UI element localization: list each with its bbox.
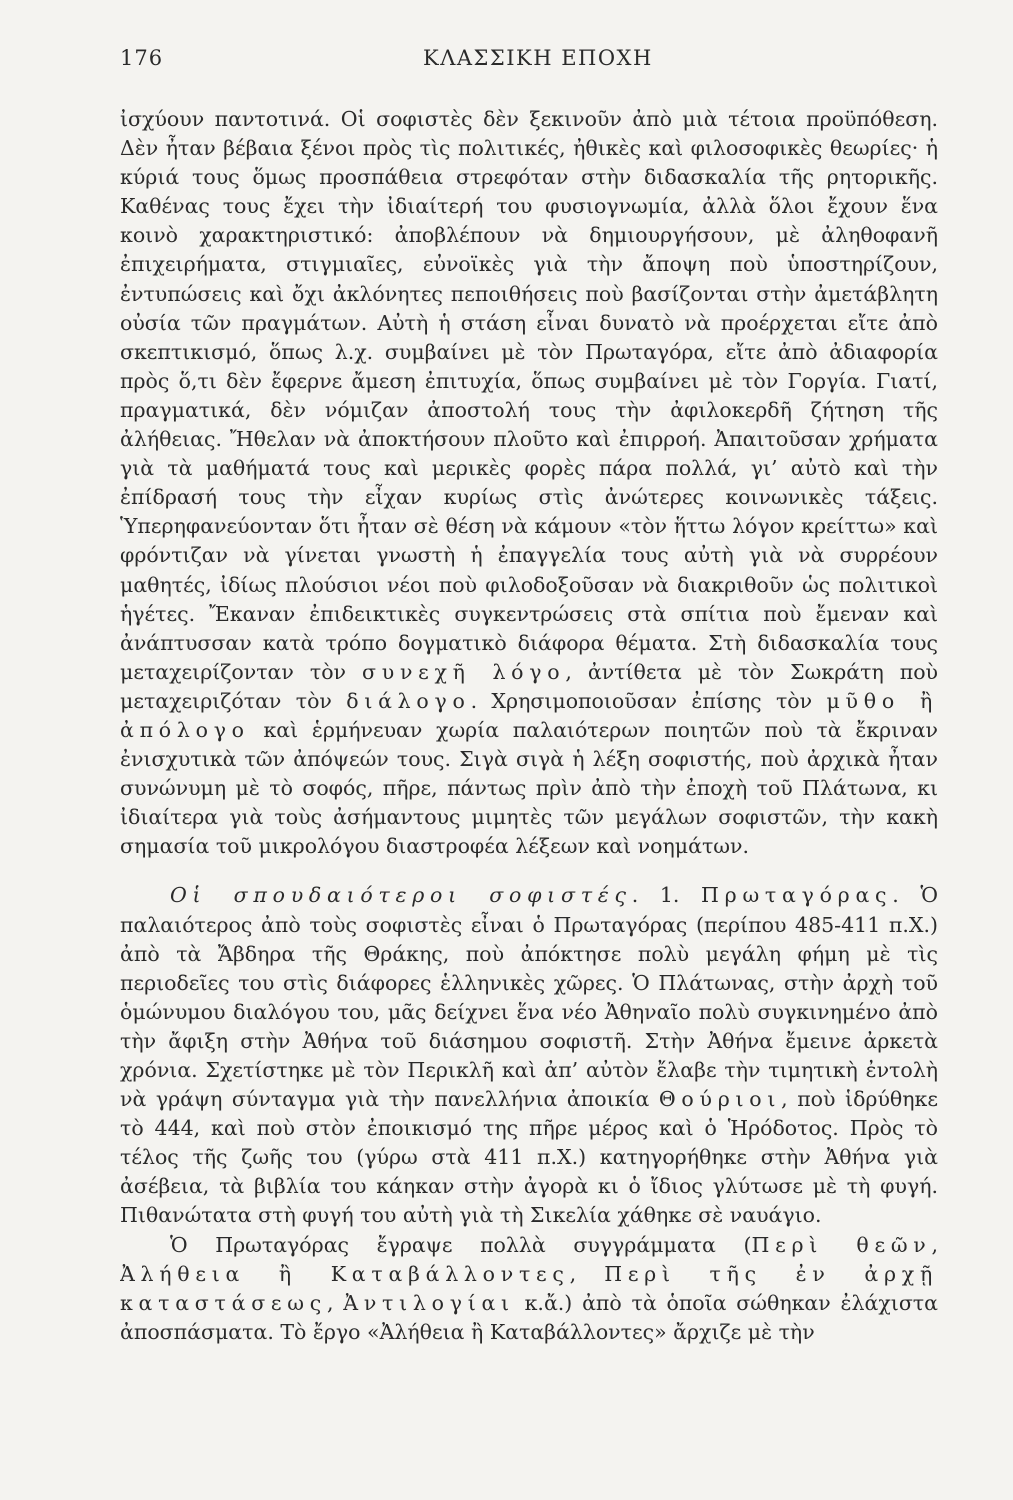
work-title: Περὶ τῆς ἐν ἀρχῇ καταστάσεως <box>120 1261 938 1315</box>
page-header <box>120 46 940 76</box>
paragraph-text: , ἀντίθετα μὲ τὸν Σωκράτη ποὺ μεταχειριζόταν τὸν <box>120 659 938 713</box>
paragraph-protagoras <box>120 881 938 1230</box>
paragraph-text: καὶ ἑρμήνευαν χωρία παλαιότερων ποιητῶν ποὺ τὰ ἔκριναν ἐνισχυτικὰ τῶν ἀπόψεών τους. Σιγὰ σιγὰ ἡ λέξη σοφιστής, ποὺ ἀρχικὰ ἦταν συνώνυμη μὲ τὸ σοφός, πῆρε, πάντως πρὶν ἀπὸ τὴν ἐποχὴ τοῦ Πλάτωνα, κι ἰδιαίτερα γιὰ τοὺς ἀσήμαντους μιμητὲς τῶν μεγάλων σοφιστῶν, τὴν κακὴ σημασία τοῦ μικρολόγου διαστροφέα λέξεων καὶ νοημάτων. <box>120 717 938 859</box>
page-number: 176 <box>120 46 164 70</box>
paragraph-protagoras-works <box>120 1231 938 1347</box>
section-heading: Οἱ σπουδαιότεροι σοφιστές <box>170 883 632 908</box>
paragraph-text: . Ὁ παλαιότερος ἀπὸ τοὺς σοφιστὲς εἶναι ὁ Πρωταγόρας (περίπου 485-411 π.Χ.) ἀπὸ τὰ Ἄβδηρα τῆς Θράκης, ποὺ ἀπόκτησε πολὺ μεγάλη φήμη μὲ τὶς περιοδεῖες του στὶς διάφορες ἑλληνικὲς χῶρες. Ὁ Πλάτωνας, στὴν ἀρχὴ τοῦ ὁμώνυμου διαλόγου του, μᾶς δείχνει ἕνα νέο Ἀθηναῖο πολὺ συγκινημένο ἀπὸ τὴν ἄφιξη στὴν Ἀθήνα τοῦ διάσημου σοφιστῆ. Στὴν Ἀθήνα ἔμεινε ἀρκετὰ χρόνια. Σχετίστηκε μὲ τὸν Περικλῆ καὶ ἀπ’ αὐτὸν ἔλαβε τὴν τιμητικὴ ἐντολὴ νὰ γράψη σύνταγμα γιὰ τὴν πανελλήνια ἀποικία <box>120 883 938 1112</box>
body-text <box>120 105 938 1435</box>
paragraph-text: , ποὺ ἱδρύθηκε τὸ 444, καὶ ποὺ στὸν ἐποικισμό της πῆρε μέρος καὶ ὁ Ἡρόδοτος. Πρὸς τὸ τέλος τῆς ζωῆς του (γύρω στὰ 411 π.Χ.) κατηγορήθηκε στὴν Ἀθήνα γιὰ ἀσέβεια, τὰ βιβλία του κάηκαν στὴν ἀγορὰ κι ὁ ἴδιος γλύτωσε μὲ τὴ φυγή. Πιθανώτατα στὴ φυγή του αὐτὴ γιὰ τὴ Σικελία χάθηκε σὲ ναυάγιο. <box>120 1087 938 1228</box>
spaced-term: συνεχῆ λόγο <box>362 659 566 684</box>
work-title: Ἀντιλογίαι <box>343 1290 515 1315</box>
work-title: Περὶ θεῶν <box>751 1232 932 1257</box>
paragraph-sophists-intro <box>120 105 938 861</box>
spaced-term: μῦθο ἢ ἀπόλογο <box>120 688 938 742</box>
separator: , <box>326 1290 344 1315</box>
section-number: . 1. <box>631 883 702 908</box>
running-title: ΚΛΑΣΣΙΚΗ ΕΠΟΧΗ <box>423 46 653 70</box>
work-title: Ἀλήθεια ἢ Καταβάλλοντες <box>120 1261 570 1286</box>
separator: , <box>931 1232 938 1257</box>
paragraph-text: ἰσχύουν παντοτινά. Οἱ σοφιστὲς δὲν ξεκινοῦν ἀπὸ μιὰ τέτοια προϋπόθεση. Δὲν ἦταν βέβαια ξένοι πρὸς τὶς πολιτικές, ἠθικὲς καὶ φιλοσοφικὲς θεωρίες· ἡ κύριά τους ὅμως προσπάθεια στρεφόταν στὴν διδασκαλία τῆς ρητορικῆς. Καθένας τους ἔχει τὴν ἰδιαίτερή του φυσιογνωμία, ἀλλὰ ὅλοι ἔχουν ἕνα κοινὸ χαρακτηριστικό: ἀποβλέπουν νὰ δημιουργήσουν, μὲ ἀληθοφανῆ ἐπιχειρήματα, στιγμιαῖες, εὐνοϊκὲς γιὰ τὴν ἄποψη ποὺ ὑποστηρίζουν, ἐντυπώσεις καὶ ὄχι ἀκλόνητες πεποιθήσεις ποὺ βασίζονται στὴν ἀμετάβλητη οὐσία τῶν πραγμάτων. Αὐτὴ ἡ στάση εἶναι δυνατὸ νὰ προέρχεται εἴτε ἀπὸ σκεπτικισμό, ὅπως λ.χ. συμβαίνει μὲ τὸν Πρωταγόρα, εἴτε ἀπὸ ἀδιαφορία πρὸς ὅ,τι δὲν ἔφερνε ἄμεση ἐπιτυχία, ὅπως συμβαίνει μὲ τὸν Γοργία. Γιατί, πραγματικά, δὲν νόμιζαν ἀποστολή τους τὴν ἀφιλοκερδῆ ζήτηση τῆς ἀλήθειας. Ἤθελαν νὰ ἀποκτήσουν πλοῦτο καὶ ἐπιρροή. Ἀπαιτοῦσαν χρήματα γιὰ τὰ μαθήματά τους καὶ μερικὲς φορὲς πάρα πολλά, γι’ αὐτὸ καὶ τὴν ἐπίδρασή τους τὴν εἶχαν κυρίως στὶς ἀνώτερες κοινωνικὲς τάξεις. Ὑπερηφανεύονταν ὅτι ἦταν σὲ θέση νὰ κάμουν «τὸν ἥττω λόγον κρείττω» καὶ φρόντιζαν νὰ γίνεται γνωστὴ ἡ ἐπαγγελία τους αὐτὴ γιὰ νὰ συρρέουν μαθητές, ἰδίως πλούσιοι νέοι ποὺ φιλοδοξοῦσαν νὰ διακριθοῦν ὡς πολιτικοὶ ἡγέτες. Ἔκαναν ἐπιδεικτικὲς συγκεντρώσεις στὰ σπίτια ποὺ ἔμεναν καὶ ἀνάπτυσσαν κατὰ τρόπο δογματικὸ διάφορα θέματα. Στὴ διδασκαλία τους μεταχειρίζονταν τὸν <box>120 107 938 684</box>
paragraph-text: Ὁ Πρωταγόρας ἔγραψε πολλὰ συγγράμματα ( <box>170 1232 752 1257</box>
paragraph-text: . Χρησιμοποιοῦσαν ἐπίσης τὸν <box>470 688 827 713</box>
spaced-place: Θούριοι <box>658 1087 782 1112</box>
paragraph-text: κ.ἄ.) ἀπὸ τὰ ὁποῖα σώθηκαν ἐλάχιστα ἀποσπάσματα. Τὸ ἔργο «Ἀλήθεια ἢ Καταβάλλοντες» ἄρχιζε μὲ τὴν <box>120 1290 938 1344</box>
spaced-term: διάλογο <box>346 688 471 713</box>
spaced-name: Πρωταγόρας <box>701 883 893 908</box>
separator: , <box>569 1261 605 1286</box>
